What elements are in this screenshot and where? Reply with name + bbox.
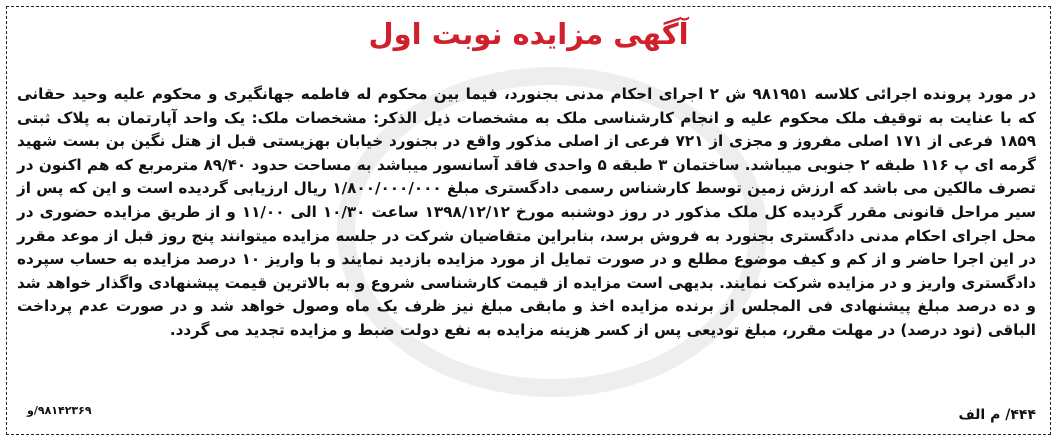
- notice-identifier: ۴۴۴/ م الف: [958, 407, 1036, 423]
- notice-title: آگهی مزایده نوبت اول: [368, 17, 689, 51]
- notice-reference-code: ۹۸۱۴۲۳۶۹/و: [27, 404, 92, 417]
- auction-notice: [6, 6, 1051, 435]
- notice-body: در مورد پرونده اجرائی کلاسه ۹۸۱۹۵۱ ش ۲ اجرای احکام مدنی بجنورد، فیما بین محکوم له فاطمه جهانگیری و محکوم علیه وحید حقانی که با عنایت به توقیف ملک محکوم علیه و انجام کارشناسی ملک به مشخصات ذیل الذکر: مشخصات ملک: یک واحد آپارتمان به پلاک ثبتی ۱۸۵۹ فرعی از ۱۷۱ اصلی مفروز و مجزی از ۷۲۱ فرعی از اصلی مذکور واقع در بجنورد خیابان بهزیستی قبل از هتل نگین بن بست شهید گرمه ای پ ۱۱۶ طبقه ۲ جنوبی میباشد. ساختمان ۳ طبقه ۵ واحدی فاقد آسانسور میباشد به مساحت حدود ۸۹/۴۰ مترمربع که هم اکنون در تصرف مالکین می باشد که ارزش زمین توسط کارشناس رسمی دادگستری مبلغ ۱/۸۰۰/۰۰۰/۰۰۰ ریال ارزیابی گردیده است و این که پس از سیر مراحل قانونی مقرر گردیده کل ملک مذکور در روز دوشنبه مورخ ۱۳۹۸/۱۲/۱۲ ساعت ۱۰/۳۰ الی ۱۱/۰۰ و از طریق مزایده حضوری در محل اجرای احکام مدنی دادگستری بجنورد به فروش برسد، بنابراین متقاضیان شرکت در جلسه مزایده میتوانند پنج روز قبل از موعد مقرر در این اجرا حاضر و از کم و کیف موضوع مطلع و در صورت تمایل از مورد مزایده بازدید نمایند و با واریز ۱۰ درصد مزایده به حساب سپرده دادگستری واریز و در مزایده شرکت نمایند. بدیهی است مزایده از قیمت کارشناسی شروع و به بالاترین قیمت پیشنهادی واگذار خواهد شد و ده درصد مبلغ پیشنهادی فی المجلس از برنده مزایده اخذ و مابقی مبلغ نیز ظرف یک ماه وصول خواهد شد و در صورت عدم پرداخت الباقی (نود درصد) در مهلت مقرر، مبلغ تودیعی پس از کسر هزینه مزایده به نفع دولت ضبط و مزایده تجدید می گردد.: [17, 85, 1037, 339]
